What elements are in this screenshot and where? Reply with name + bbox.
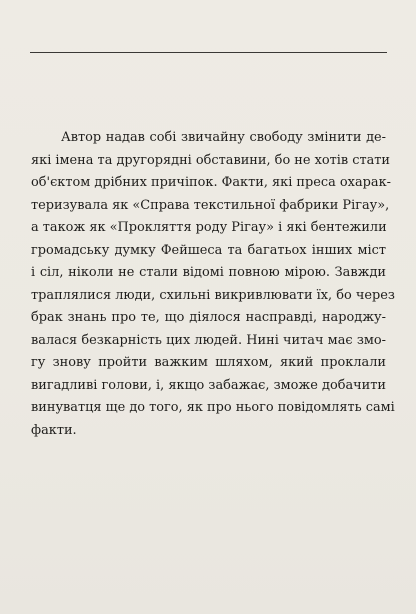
text-line: теризувала як «Справа текстильної фабрики Рігау», xyxy=(31,197,390,213)
text-line: валася безкарність цих людей. Нині читач має змо- xyxy=(31,332,386,348)
text-line: Автор надав собі звичайну свободу змінити де- xyxy=(61,130,386,145)
text-line: траплялися люди, схильні викривлювати їх, бо через xyxy=(31,287,395,303)
text-line: брак знань про те, що діялося насправді, народжу- xyxy=(31,310,386,325)
text-line: які імена та другорядні обставини, бо не хотів стати xyxy=(31,152,391,168)
text-line: і сіл, ніколи не стали відомі повною мірою. Завжди xyxy=(31,265,386,280)
text-line: громадську думку Фейшеса та багатьох інших міст xyxy=(31,242,386,258)
text-line: об'єктом дрібних причіпок. Факти, які преса охарак- xyxy=(31,175,391,190)
text-line: а також як «Прокляття роду Рігау» і які бентежили xyxy=(31,220,387,235)
text-line: вигадливі голови, і, якщо забажає, зможе добачити xyxy=(31,377,386,393)
text-line: винуватця ще до того, як про нього повідомлять самі xyxy=(31,400,395,415)
text-line: гу знову пройти важким шляхом, який проклали xyxy=(31,355,386,370)
header-rule xyxy=(30,52,387,53)
author-note-paragraph xyxy=(31,127,395,442)
text-line: факти. xyxy=(31,422,77,438)
